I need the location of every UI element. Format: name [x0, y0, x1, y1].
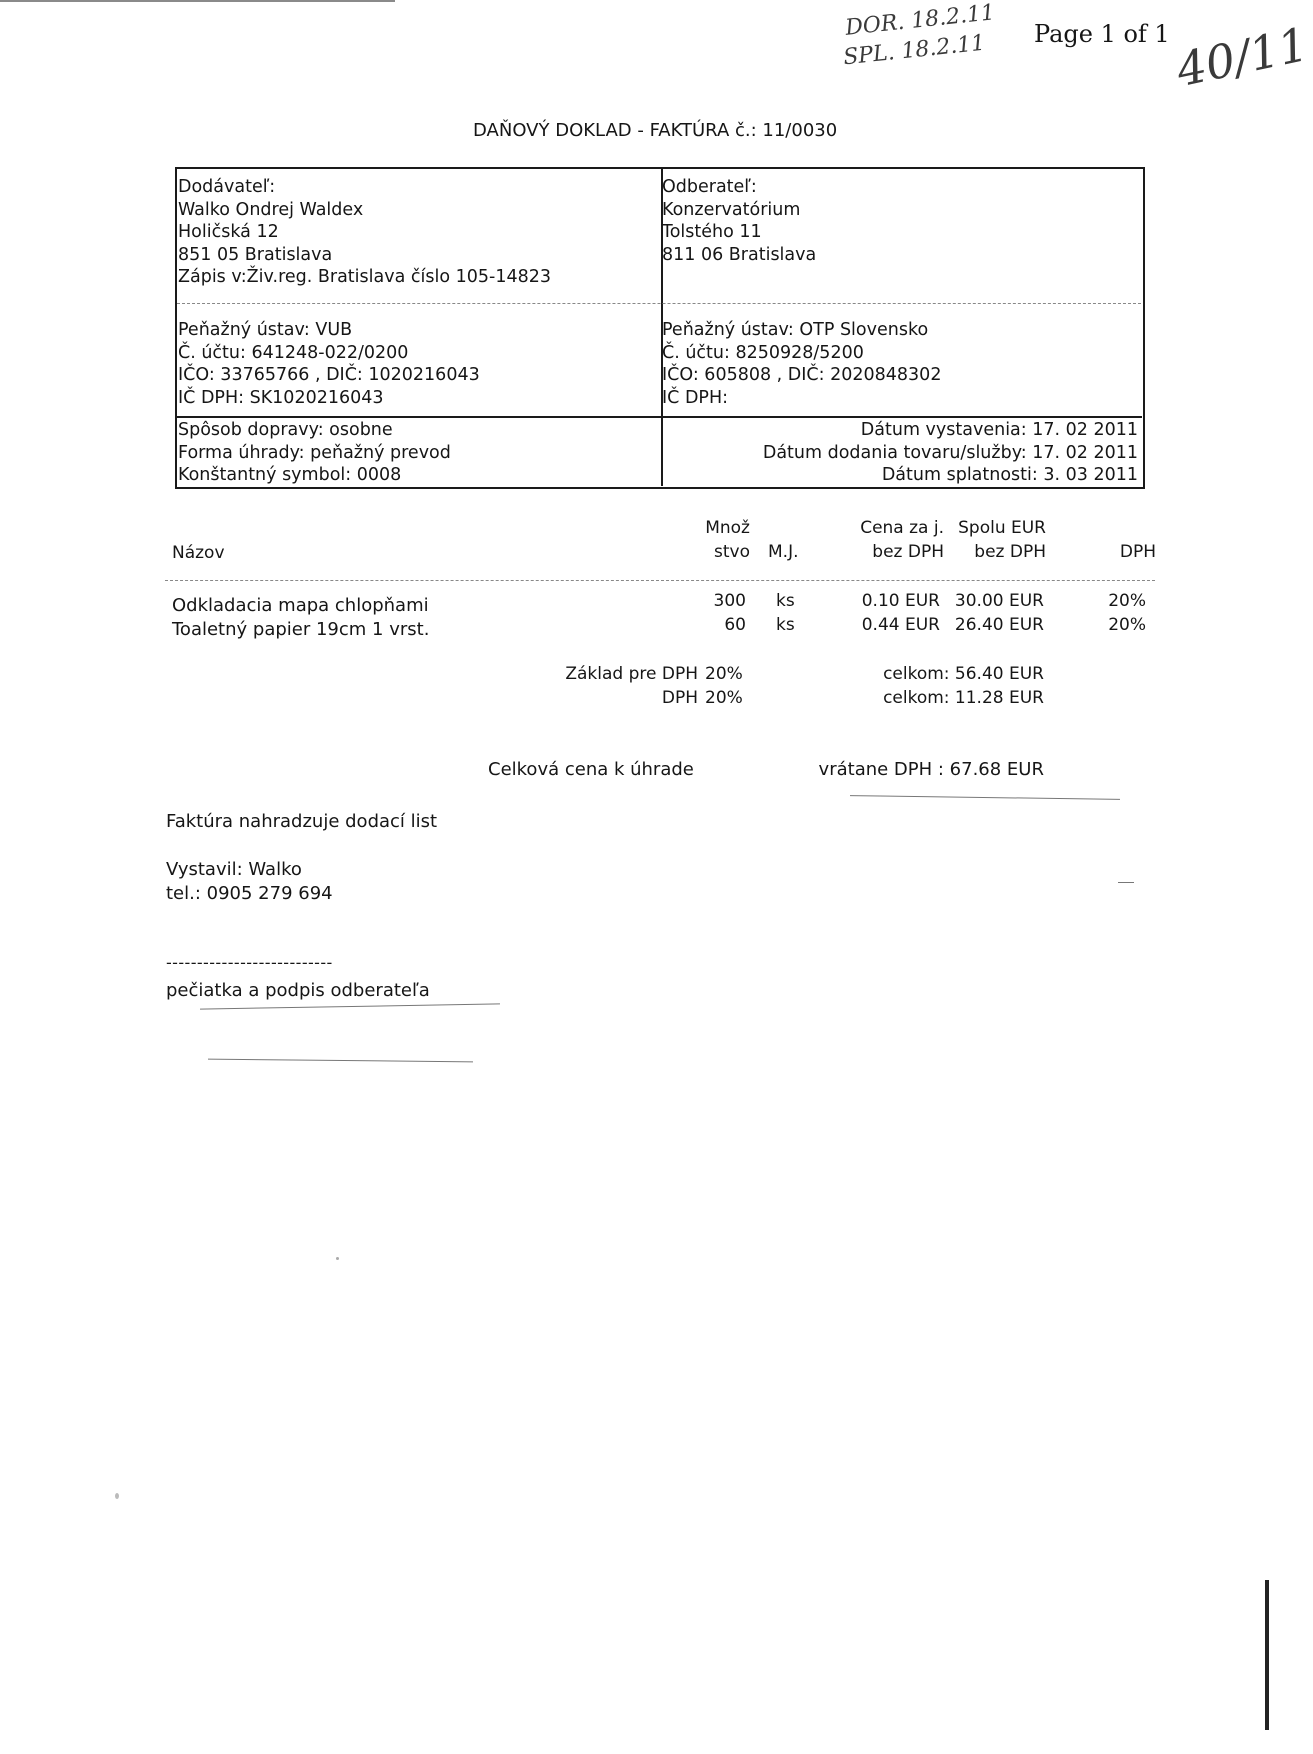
issuer-phone: tel.: 0905 279 694: [166, 883, 333, 904]
customer-heading: Odberateľ:: [662, 177, 757, 197]
row-2-vat: 20%: [1108, 615, 1146, 635]
customer-account: Č. účtu: 8250928/5200: [662, 342, 864, 363]
vat-base-value: celkom: 56.40 EUR: [883, 664, 1044, 684]
handwritten-date-note-1: DOR. 18.2.11: [844, 0, 997, 41]
col-header-name: Názov: [172, 543, 225, 563]
customer-name: Konzervatórium: [662, 199, 801, 220]
transport-block: [178, 419, 451, 487]
row-2-unit: ks: [776, 615, 795, 635]
row-1-name: Odkladacia mapa chlopňami: [172, 595, 429, 616]
supplier-registration: Zápis v:Živ.reg. Bratislava číslo 105-14823: [178, 267, 551, 287]
col-header-total-top: Spolu EUR: [958, 518, 1046, 538]
supplier-account: Č. účtu: 641248-022/0200: [178, 342, 409, 363]
col-header-qty-top: Množ: [705, 518, 750, 538]
table-header-separator: [165, 580, 1155, 581]
vat-base-rate: 20%: [705, 664, 743, 684]
signature-dashes: ---------------------------: [166, 953, 333, 972]
signature-label: pečiatka a podpis odberateľa: [166, 980, 430, 1001]
row-1-price: 0.10 EUR: [861, 591, 940, 611]
stamp-line: [208, 1059, 473, 1063]
header-solid-separator: [176, 416, 1142, 418]
signature-underline: [200, 1003, 500, 1009]
dates-block: [664, 419, 1138, 487]
row-1-qty: 300: [713, 591, 746, 611]
customer-city: 811 06 Bratislava: [662, 244, 817, 265]
invoice-title: DAŇOVÝ DOKLAD - FAKTÚRA č.: 11/0030: [473, 120, 838, 141]
col-header-price-top: Cena za j.: [860, 518, 944, 538]
row-1-unit: ks: [776, 591, 795, 611]
issued-by: Vystavil: Walko: [166, 859, 302, 880]
customer-bank-block: [662, 319, 941, 409]
grand-total-value: vrátane DPH : 67.68 EUR: [818, 759, 1044, 780]
handwritten-page-note: 40/11: [1171, 16, 1313, 98]
page-label: Page 1 of 1: [1034, 20, 1170, 48]
vat-rate: 20%: [705, 688, 743, 708]
delivery-date: Dátum dodania tovaru/služby: 17. 02 2011: [762, 442, 1138, 463]
invoice-note: Faktúra nahradzuje dodací list: [166, 811, 438, 832]
customer-bank: Peňažný ústav: OTP Slovensko: [662, 320, 929, 340]
scan-edge-right: [1265, 1580, 1269, 1730]
vat-label: DPH: [661, 688, 698, 708]
payment-form: Forma úhrady: peňažný prevod: [178, 442, 451, 463]
scan-speck-1: [336, 1257, 339, 1260]
supplier-bank-block: [178, 319, 480, 409]
supplier-street: Holičská 12: [178, 222, 279, 242]
due-date: Dátum splatnosti: 3. 03 2011: [881, 465, 1138, 485]
transport-method: Spôsob dopravy: osobne: [178, 420, 393, 440]
col-header-total-bottom: bez DPH: [974, 542, 1046, 562]
supplier-block: [178, 176, 551, 289]
customer-ico-dic: IČO: 605808 , DIČ: 2020848302: [662, 365, 942, 385]
supplier-city: 851 05 Bratislava: [178, 244, 333, 265]
grand-total-label: Celková cena k úhrade: [488, 759, 694, 780]
customer-street: Tolstého 11: [662, 222, 762, 242]
col-header-unit: M.J.: [768, 542, 799, 562]
scan-speck-2: [115, 1493, 119, 1499]
supplier-ic-dph: IČ DPH: SK1020216043: [178, 387, 384, 408]
row-2-qty: 60: [724, 615, 746, 635]
row-2-name: Toaletný papier 19cm 1 vrst.: [172, 619, 430, 640]
scan-mark-right: [1118, 882, 1134, 883]
supplier-name: Walko Ondrej Waldex: [178, 199, 364, 220]
customer-block: [662, 176, 816, 266]
grand-total-underline: [850, 795, 1120, 800]
supplier-ico-dic: IČO: 33765766 , DIČ: 1020216043: [178, 365, 480, 385]
supplier-bank: Peňažný ústav: VUB: [178, 320, 353, 340]
header-dashed-separator: [177, 303, 1141, 304]
row-2-total: 26.40 EUR: [954, 615, 1044, 635]
scan-edge-top: [0, 0, 395, 2]
col-header-qty-bottom: stvo: [714, 542, 750, 562]
supplier-heading: Dodávateľ:: [178, 177, 276, 197]
row-1-total: 30.00 EUR: [954, 591, 1044, 611]
col-header-price-bottom: bez DPH: [872, 542, 944, 562]
col-header-vat: DPH: [1119, 542, 1156, 562]
customer-ic-dph: IČ DPH:: [662, 387, 729, 408]
handwritten-date-note-2: SPL. 18.2.11: [842, 30, 987, 71]
row-1-vat: 20%: [1108, 591, 1146, 611]
vat-base-label: Základ pre DPH: [565, 664, 698, 684]
issue-date: Dátum vystavenia: 17. 02 2011: [860, 420, 1138, 440]
row-2-price: 0.44 EUR: [861, 615, 940, 635]
vat-value: celkom: 11.28 EUR: [883, 688, 1044, 708]
constant-symbol: Konštantný symbol: 0008: [178, 465, 402, 485]
